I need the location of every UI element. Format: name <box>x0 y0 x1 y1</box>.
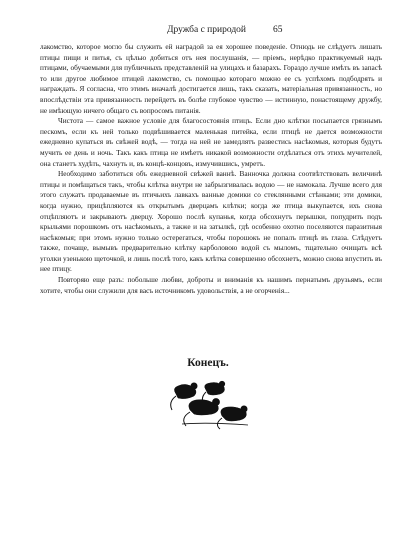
mice-illustration-icon <box>168 378 258 430</box>
end-mark: Конецъ. <box>187 357 229 369</box>
page-body <box>40 42 382 296</box>
paragraph-cleanliness: Чистота — самое важное условіе для благосостоянія птицъ. Если дно клѣтки посыпается грязнымъ пескомъ, если къ ней только подвѣшивается маленькая питейка, если птицѣ не дается возможности ежедневно купаться въ свѣжей водѣ, — тогда на ней не замедлятъ развестись насѣкомыя, которыя будутъ мучить ее день и ночь. Такъ какъ птица не имѣетъ никакой возможности отдѣлаться отъ этихъ мучителей, она станетъ худѣть, чахнуть и, въ концѣ-концовъ, измучившись, умретъ. <box>40 116 382 168</box>
paragraph-closing: Повторяю еще разъ: побольше любви, доброты и вниманія къ нашимъ пернатымъ друзьямъ, если хотите, чтобы они служили для васъ источникомъ удовольствія, а не огорченія... <box>40 275 382 295</box>
running-title: Дружба с природой <box>167 25 246 35</box>
paragraph-continued: лакомство, которое могло бы служить ей наградой за ея хорошее поведеніе. Отнюдь не слѣдуетъ лишать птицы пищи и питья, съ цѣлью добиться отъ нея послушанія, — пріемъ, нерѣдко практикуемый надъ птицами, обучаемыми для публичныхъ представленій на улицахъ и базарахъ. Гораздо лучше имѣть въ запасѣ то или другое любимое птицей лакомство, съ помощью котораго можно ее съ успѣхомъ подбодрять и награждать. Я согласна, что этимъ вначалѣ достигается лишь, такъ сказать, матеріальная привязанность, но впослѣдствіи эта привязанность перейдетъ въ болѣе глубокое чувство — истинную, понастоящему дружбу, не имѣющую ничего общаго съ вопросомъ питанія. <box>40 42 382 115</box>
running-header <box>0 23 416 37</box>
paragraph-bath: Необходимо заботиться объ ежедневной свѣжей ваннѣ. Ванночка должна соотвѣтствовать величинѣ птицы и помѣщаться такъ, чтобы клѣтка внутри не забрызгивалась водою — не намокала. Лучше всего для этого служатъ продаваемые въ птичьихъ лавкахъ ванные домики со стеклянными стѣнками; эти домики, когда нужно, прицѣпляются къ открытымъ дверцамъ клѣтки; когда же птица выкупается, ихъ снова отцѣпляютъ и закрываютъ дверцу. Хорошо послѣ купанья, когда обсохнутъ перышки, попудрить подъ крыльями порошкомъ отъ насѣкомыхъ, а также и на затылкѣ, гдѣ особенно охотно поселяются паразитныя насѣкомыя; при этомъ нужно только остерегаться, чтобы порошокъ не попалъ птицѣ въ глаза. Слѣдуетъ также, почаще, вымывъ предварительно клѣтку карболовою водой съ мыломъ, тщательно очищать всѣ уголки узенькою щеточкой, и лишь послѣ того, какъ клѣтка совершенно обсохнетъ, можно снова впустить въ нее птицу. <box>40 169 382 274</box>
page-number: 65 <box>273 25 283 35</box>
